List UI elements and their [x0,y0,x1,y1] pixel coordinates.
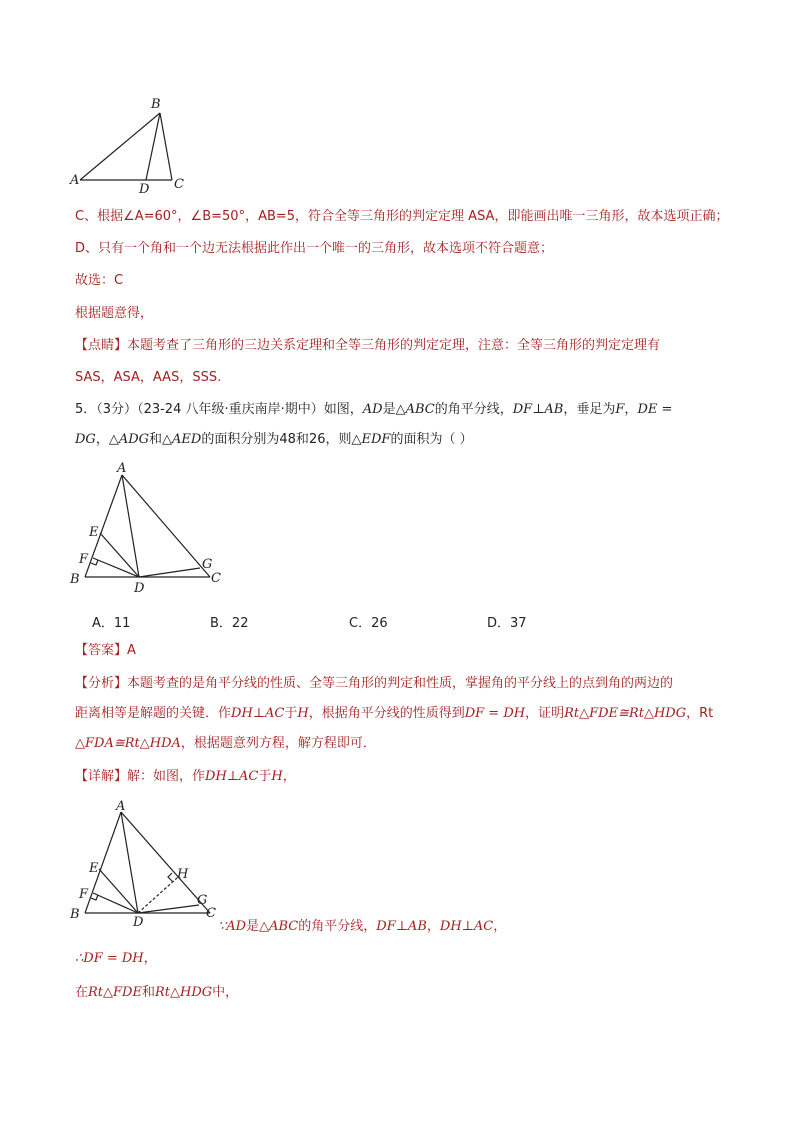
option-b-label: B． [210,616,232,631]
comment-text-2: SAS，ASA，AAS，SSS. [75,370,222,385]
question-5-line-2 [75,431,473,449]
detail-text: 于 [258,769,272,784]
proof-text: ， [143,951,157,966]
question-number: 5． [75,402,97,417]
math-dh-perp-ac: DH⊥AC [205,769,259,784]
answer-line [75,642,136,660]
label-c: C [206,906,216,921]
math-rt-hdg: Rt△HDG [154,985,213,1000]
label-b: B [70,907,80,922]
math-h: H [271,769,283,784]
proof-text: ， [426,919,440,934]
math-dg: DG [75,432,96,447]
analysis-text: ，根据角平分线的性质得到 [308,706,465,721]
analysis-text: ，根据题意列方程，解方程即可． [180,736,376,751]
analysis-tag: 【分析】 [75,676,128,691]
analysis-line-3 [75,735,376,753]
question-text: 和 [295,432,309,447]
option-d-label: D． [487,616,511,631]
math-tri-abc: △ABC [395,402,435,417]
option-c[interactable] [349,612,388,631]
math-tri-edf: △EDF [351,432,391,447]
label-a: A [117,461,127,476]
proof-text: 在 [75,985,89,1000]
math-because-ad: ∵AD [218,919,247,934]
label-f: F [79,887,89,902]
question-text: ，垂足为 [563,402,616,417]
number-48: 48 [279,432,296,447]
math-ad: AD [362,402,383,417]
choose-line: 故选：C [75,273,124,288]
question-text: 的角平分线， [434,402,513,417]
figure-question-5 [85,475,213,577]
proof-line-1 [218,918,506,936]
question-5-line-1 [75,401,672,419]
math-dh-perp-ac: DH⊥AC [231,706,285,721]
question-score: （3分） [96,402,138,417]
proof-text: 的角平分线， [298,919,377,934]
math-df-eq-dh: DF = DH [464,706,526,721]
label-g: G [202,557,213,572]
question-text: 的面积为（ ） [390,432,473,447]
comment-tag: 【点睛】 [75,338,128,353]
detail-tag: 【详解】 [75,769,128,784]
proof-line-2 [75,950,157,968]
math-congruence-2: △FDA≅Rt△HDA [75,736,181,751]
detail-text: ， [282,769,296,784]
question-text: 是 [382,402,396,417]
analysis-text: ，Rt [686,706,714,721]
question-text: ， [624,402,638,417]
label-f: F [79,552,89,567]
label-g: G [197,893,208,908]
label-e: E [89,525,99,540]
option-a-label: A． [92,616,114,631]
analysis-text: 于 [284,706,298,721]
comment-line [75,337,660,355]
proof-text: ， [493,919,507,934]
math-tri-abc: △ABC [259,919,299,934]
answer-tag: 【答案】 [75,643,128,658]
math-df-perp-ab: DF⊥AB [376,919,427,934]
label-d: D [139,182,150,197]
question-text: 如图， [323,402,363,417]
math-de-eq: DE = [637,402,673,417]
proof-line-3 [75,984,238,1002]
question-text: 的面积分别为 [201,432,280,447]
detail-text: 解：如图，作 [127,769,206,784]
label-b: B [70,572,80,587]
analysis-line-2 [75,705,713,723]
by-problem-line: 根据题意得， [75,306,154,321]
label-d: D [134,581,145,596]
question-text: ， [95,432,109,447]
analysis-text: ，证明 [525,706,565,721]
number-26: 26 [308,432,326,447]
question-source: （23-24 八年级·重庆南岸·期中） [137,402,324,417]
math-congruence-1: Rt△FDE≅Rt△HDG [564,706,687,721]
option-b-value: 22 [231,616,249,631]
option-a-value: 11 [113,616,131,631]
label-a: A [70,173,80,188]
option-c-value: 26 [371,616,388,631]
option-d-analysis: D、只有一个角和一个边无法根据此作出一个唯一的三角形，故本选项不符合题意； [75,241,554,256]
label-h: H [177,867,189,882]
proof-text: 中， [212,985,239,1000]
label-d: D [133,915,144,930]
label-a: A [116,799,126,814]
detail-line [75,768,296,786]
math-tri-aed: △AED [162,432,202,447]
option-d-value: 37 [510,616,527,631]
label-e: E [89,861,99,876]
analysis-text: 距离相等是解题的关键．作 [75,706,232,721]
math-tri-adg: △ADG [108,432,150,447]
comment-text: 本题考查了三角形的三边关系定理和全等三角形的判定定理，注意：全等三角形的判定定理有 [127,338,661,353]
option-d[interactable] [487,612,527,631]
proof-text: 是 [246,919,260,934]
option-c-label: C． [349,616,372,631]
math-f: F [615,402,625,417]
figure-detail [85,812,210,913]
label-c: C [174,177,184,192]
option-c-analysis: C、根据∠A=60°，∠B=50°，AB=5，符合全等三角形的判定定理 ASA，即能画出唯一三角形，故本选项正确； [75,209,729,224]
math-h: H [297,706,309,721]
answer-value: A [127,643,136,658]
label-c: C [211,571,221,586]
math-df-perp-ab: DF⊥AB [512,402,564,417]
math-therefore-df-eq-dh: ∴DF = DH [75,951,144,966]
math-rt-fde: Rt△FDE [88,985,142,1000]
option-b[interactable] [210,612,248,631]
question-text: ，则 [325,432,352,447]
analysis-text: 本题考查的是角平分线的性质、全等三角形的判定和性质，掌握角的平分线上的点到角的两边的 [127,676,674,691]
proof-text: 和 [141,985,155,1000]
label-b: B [151,97,161,112]
option-a[interactable] [92,612,130,631]
question-text: 和 [149,432,163,447]
math-dh-perp-ac: DH⊥AC [439,919,494,934]
analysis-line-1 [75,675,673,693]
